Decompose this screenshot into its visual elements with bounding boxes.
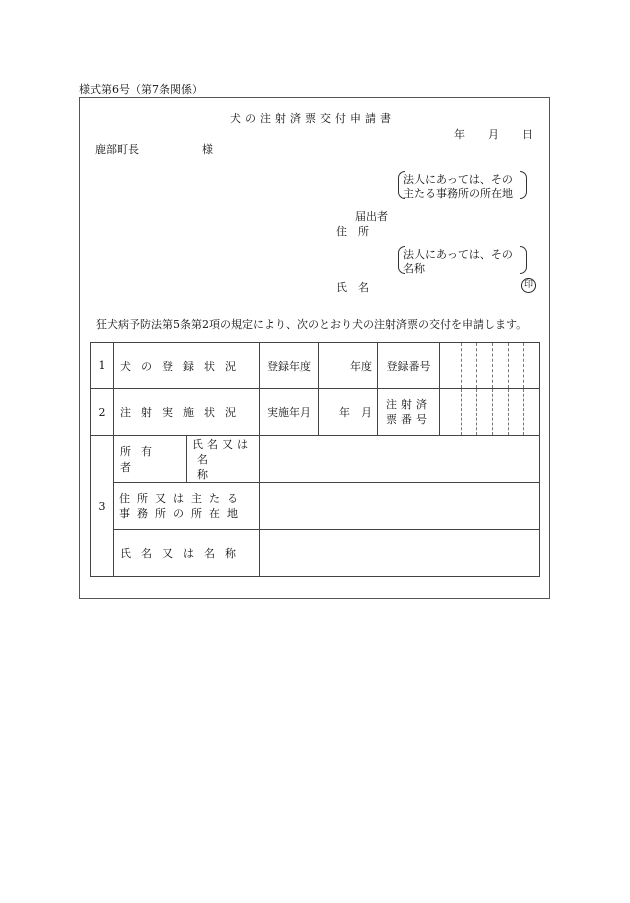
tag-number-field[interactable] bbox=[440, 389, 540, 436]
contact-name-field[interactable] bbox=[260, 530, 540, 577]
row-number: 3 bbox=[91, 436, 114, 577]
registration-number-boxes bbox=[440, 343, 539, 388]
date-day-label: 日 bbox=[522, 128, 533, 141]
owner-address-label bbox=[114, 483, 260, 530]
owner-address-label-line-2: 事務所の所在地 bbox=[119, 507, 245, 520]
tag-number-label-line-2: 票番号 bbox=[386, 413, 431, 426]
owner-name-label-line-1: 氏名又は bbox=[192, 437, 252, 451]
vaccination-status-text: 注射実施状況 bbox=[120, 406, 246, 419]
owner-address-field[interactable] bbox=[260, 483, 540, 530]
dog-registration-text: 犬の登録状況 bbox=[120, 359, 246, 373]
row-number: 1 bbox=[91, 343, 114, 389]
date-month-label: 月 bbox=[488, 128, 499, 141]
corp-note-1-line-a: 法人にあっては、その bbox=[403, 173, 513, 186]
owner-name-label bbox=[187, 436, 260, 483]
notifier-label: 届出者 bbox=[355, 210, 388, 223]
registration-year-field[interactable]: 年度 bbox=[319, 343, 378, 389]
owner-label bbox=[114, 436, 187, 483]
owner-address-label-line-1: 住所又は主たる bbox=[119, 492, 245, 505]
registration-number-label: 登録番号 bbox=[378, 343, 440, 389]
contact-name-label bbox=[114, 530, 260, 577]
corp-note-2-close-paren bbox=[520, 246, 527, 274]
address-label: 住 所 bbox=[336, 225, 369, 238]
addressee-name: 鹿部町長 bbox=[95, 143, 139, 156]
addressee-honorific: 様 bbox=[202, 143, 213, 156]
corp-note-2-line-a: 法人にあっては、その bbox=[403, 248, 513, 261]
form-number: 様式第6号（第7条関係） bbox=[79, 83, 203, 96]
contact-name-label-text: 氏名又は名称 bbox=[120, 547, 246, 560]
seal-mark: 印 bbox=[521, 278, 536, 293]
registration-year-label: 登録年度 bbox=[260, 343, 319, 389]
table-row bbox=[91, 343, 540, 389]
name-label: 氏 名 bbox=[336, 281, 369, 294]
tag-number-label-line-1: 注射済 bbox=[386, 398, 431, 411]
corp-note-1-close-paren bbox=[520, 171, 527, 199]
registration-number-field[interactable] bbox=[440, 343, 540, 389]
date-year-label: 年 bbox=[454, 128, 465, 141]
table-row bbox=[91, 436, 540, 483]
tag-number-label bbox=[378, 389, 440, 436]
table-row bbox=[91, 530, 540, 577]
vaccination-status-label bbox=[114, 389, 260, 436]
corp-note-1-line-b: 主たる事務所の所在地 bbox=[403, 187, 513, 200]
vaccination-date-label: 実施年月 bbox=[260, 389, 319, 436]
owner-name-label-line-2: 名称 bbox=[197, 452, 236, 481]
corp-note-2-line-b: 名称 bbox=[403, 262, 425, 275]
owner-name-field[interactable] bbox=[260, 436, 540, 483]
tag-number-boxes bbox=[440, 389, 539, 435]
table-row bbox=[91, 389, 540, 436]
application-table bbox=[90, 342, 540, 577]
form-title: 犬の注射済票交付申請書 bbox=[230, 112, 395, 125]
vaccination-date-field[interactable]: 年 月 bbox=[319, 389, 378, 436]
row-number: 2 bbox=[91, 389, 114, 436]
application-statement: 狂犬病予防法第5条第2項の規定により、次のとおり犬の注射済票の交付を申請します。 bbox=[96, 318, 528, 331]
table-row bbox=[91, 483, 540, 530]
owner-label-text: 所有者 bbox=[120, 445, 162, 474]
dog-registration-label bbox=[114, 343, 260, 389]
